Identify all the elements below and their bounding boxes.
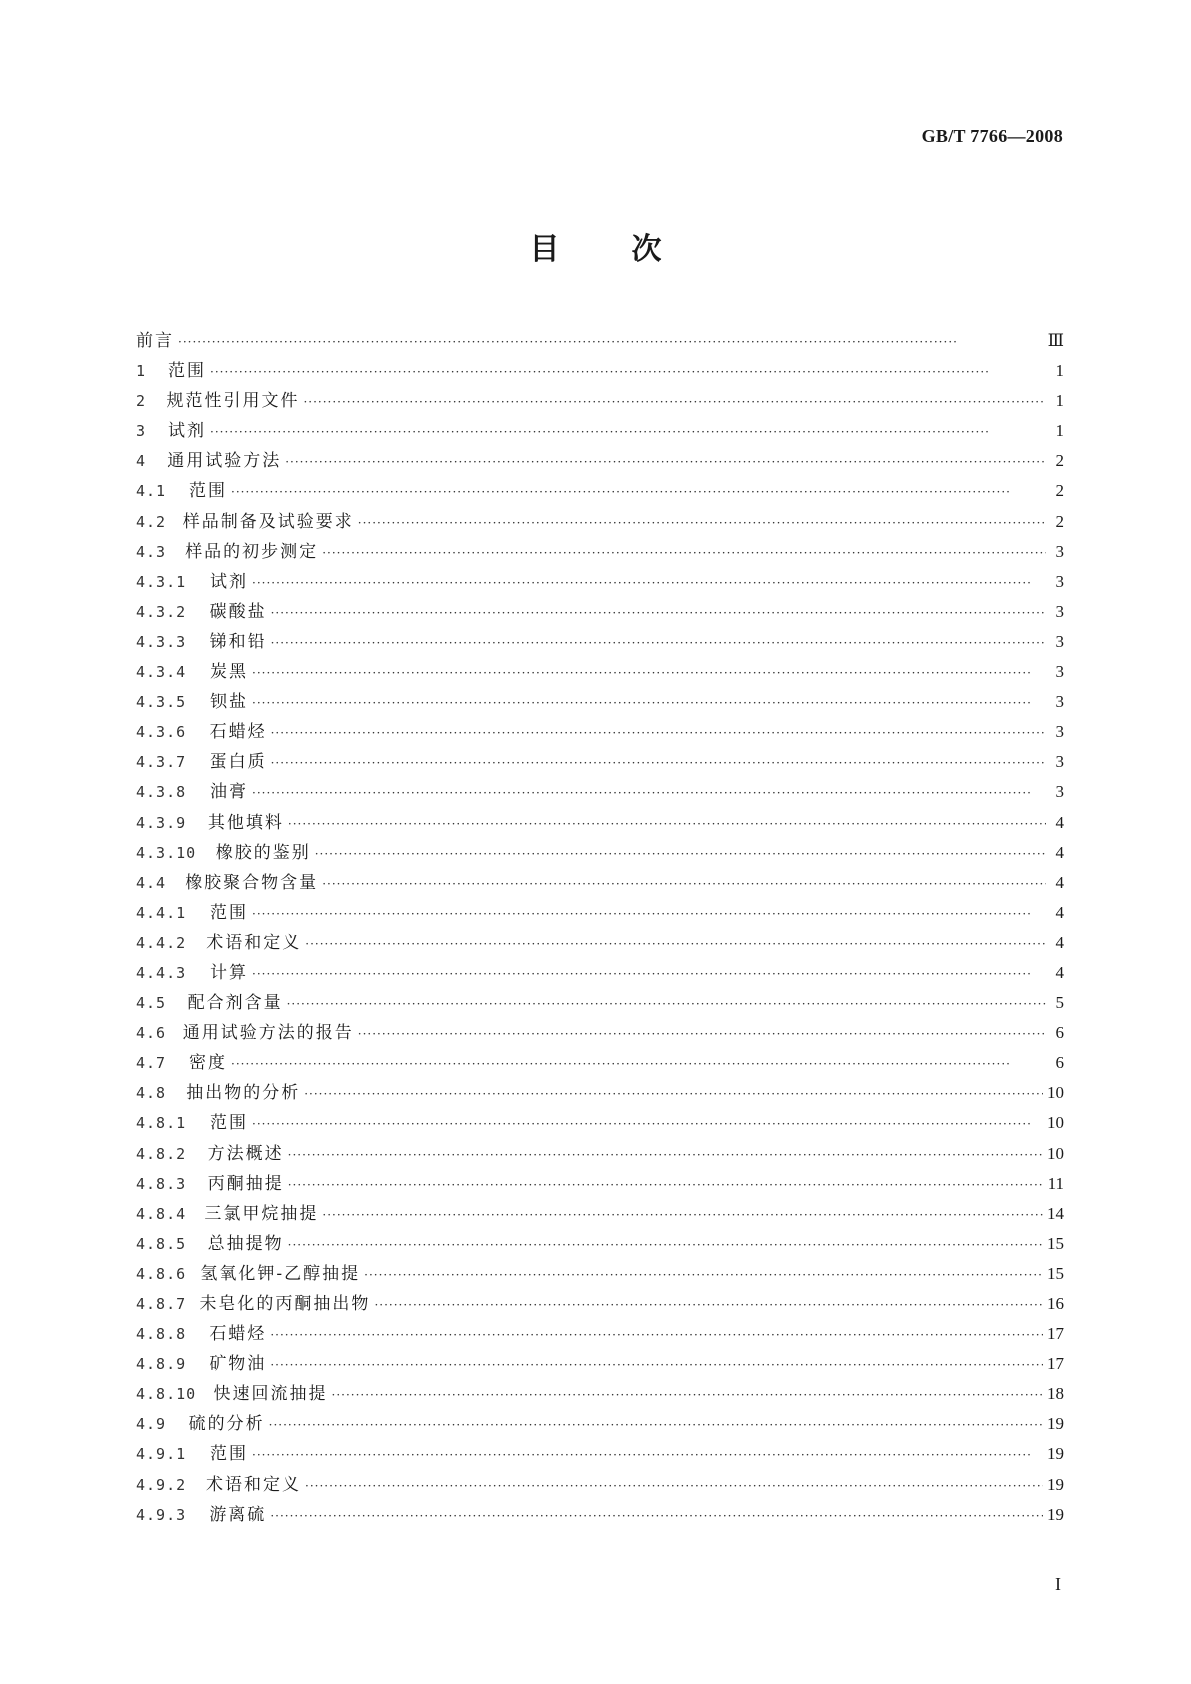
- toc-entry-page: 4: [1055, 872, 1064, 892]
- toc-entry[interactable]: [136, 868, 1064, 898]
- toc-entry-number: 4.2: [136, 512, 167, 531]
- toc-entry-title: 游离硫: [209, 1504, 267, 1525]
- toc-entry-title: 前言: [136, 331, 174, 351]
- toc-entry[interactable]: [136, 1500, 1064, 1530]
- toc-entry-title: 总抽提物: [207, 1233, 284, 1254]
- toc-entry-number: 4.8: [136, 1084, 167, 1103]
- toc-entry-number: 4.8.9: [136, 1355, 187, 1374]
- toc-entry-number: 4.7: [136, 1054, 167, 1073]
- toc-entry[interactable]: [136, 537, 1064, 567]
- toc-entry-number: 4.8.4: [136, 1204, 187, 1223]
- toc-entry-page: 4: [1055, 812, 1064, 832]
- toc-title-left: 目: [529, 232, 560, 267]
- toc-entry-page: 3: [1055, 601, 1064, 621]
- toc-entry-title: 钡盐: [210, 692, 248, 713]
- dot-leader: [252, 1109, 1043, 1139]
- toc-entry[interactable]: [136, 627, 1064, 657]
- toc-entry-page: 1: [1055, 361, 1064, 381]
- toc-entry[interactable]: [136, 356, 1064, 386]
- dot-leader: [252, 1440, 1043, 1470]
- toc-entry-title: 蛋白质: [209, 752, 267, 773]
- toc-entry-number: 4.9: [136, 1415, 167, 1434]
- toc-entry-page: 3: [1055, 752, 1064, 772]
- dot-leader: [252, 688, 1046, 718]
- toc-entry-number: 4.3.3: [136, 632, 187, 651]
- dot-leader: [252, 778, 1046, 808]
- dot-leader: [358, 1019, 1046, 1049]
- toc-entry-number: 4.8.6: [136, 1264, 187, 1283]
- dot-leader: [252, 658, 1046, 688]
- toc-entry-number: 4.9.1: [136, 1445, 187, 1464]
- toc-entry-title: 术语和定义: [206, 1474, 302, 1495]
- toc-entry[interactable]: [136, 416, 1064, 446]
- dot-leader: [178, 327, 1044, 357]
- dot-leader: [303, 387, 1046, 417]
- dot-leader: [270, 1320, 1043, 1350]
- toc-entry-number: 4.3.9: [136, 813, 187, 832]
- toc-entry[interactable]: [136, 1108, 1064, 1138]
- toc-entry-title: 配合剂含量: [187, 993, 283, 1014]
- dot-leader: [252, 899, 1046, 929]
- toc-entry[interactable]: [136, 1229, 1064, 1259]
- dot-leader: [269, 1410, 1043, 1440]
- toc-entry-title: 范围: [168, 361, 206, 382]
- toc-entry[interactable]: [136, 1048, 1064, 1078]
- toc-entry[interactable]: [136, 567, 1064, 597]
- toc-entry[interactable]: [136, 1199, 1064, 1229]
- toc-entry-title: 硫的分析: [188, 1414, 265, 1435]
- toc-entry-page: 3: [1055, 662, 1064, 682]
- dot-leader: [288, 1140, 1043, 1170]
- toc-entry-page: 16: [1047, 1294, 1064, 1313]
- toc-entry-number: 4.8.7: [136, 1295, 187, 1313]
- toc-entry-page: 1: [1055, 421, 1064, 441]
- toc-entry[interactable]: [136, 1319, 1064, 1349]
- dot-leader: [287, 989, 1046, 1019]
- toc-entry[interactable]: [136, 687, 1064, 717]
- toc-entry-page: 11: [1047, 1173, 1064, 1193]
- toc-entry-title: 试剂: [210, 571, 248, 592]
- dot-leader: [288, 1230, 1043, 1260]
- dot-leader: [231, 477, 1046, 507]
- toc-entry-page: 2: [1055, 451, 1064, 471]
- toc-entry-page: 1: [1055, 391, 1064, 411]
- dot-leader: [358, 508, 1046, 538]
- dot-leader: [322, 1200, 1043, 1230]
- toc-entry-title: 范围: [210, 1113, 248, 1134]
- toc-title: [0, 224, 1191, 268]
- toc-entry-page: 17: [1047, 1354, 1064, 1374]
- toc-entry-page: 4: [1055, 902, 1064, 922]
- toc-entry-number: 4.3.4: [136, 663, 187, 682]
- toc-entry-page: 19: [1047, 1444, 1064, 1464]
- toc-entry-page: Ⅲ: [1047, 331, 1064, 350]
- toc-entry-number: 4.5: [136, 994, 167, 1013]
- dot-leader: [315, 839, 1046, 869]
- toc-entry-number: 4.1: [136, 482, 167, 501]
- toc-entry[interactable]: [136, 808, 1064, 838]
- toc-entry-number: 4.4.2: [136, 933, 187, 952]
- toc-entry-number: 4.3.8: [136, 783, 187, 802]
- toc-entry-page: 3: [1055, 541, 1064, 561]
- toc-entry-number: 4.9.3: [136, 1505, 187, 1524]
- toc-entry-title: 范围: [189, 481, 227, 502]
- toc-entry-title: 方法概述: [207, 1143, 284, 1164]
- toc-entry-number: 4.8.5: [136, 1234, 187, 1253]
- toc-entry[interactable]: [136, 1409, 1064, 1439]
- toc-entry[interactable]: [136, 446, 1064, 476]
- standard-code: GB/T 7766—2008: [921, 126, 1063, 146]
- toc-entry-page: 15: [1047, 1263, 1064, 1283]
- toc-entry-title: 试剂: [168, 421, 206, 442]
- dot-leader: [271, 598, 1046, 628]
- toc-entry-title: 抽出物的分析: [186, 1083, 301, 1104]
- toc-entry-title: 密度: [189, 1053, 227, 1074]
- toc-entry-number: 4.8.3: [136, 1174, 187, 1193]
- toc-entry-page: 10: [1047, 1113, 1064, 1133]
- dot-leader: [332, 1380, 1043, 1410]
- toc-entry-title: 样品制备及试验要求: [182, 511, 354, 532]
- toc-entry-number: 4.6: [136, 1024, 167, 1043]
- toc-entry-title: 石蜡烃: [209, 722, 267, 743]
- toc-entry-number: 4.8.10: [136, 1385, 197, 1404]
- toc-entry-number: 4.4.3: [136, 963, 187, 982]
- toc-entry-page: 2: [1055, 481, 1064, 501]
- toc-entry-title: 碳酸盐: [209, 601, 267, 622]
- toc-entry-number: 1: [136, 362, 147, 381]
- dot-leader: [304, 1079, 1043, 1109]
- toc-entry[interactable]: [136, 1018, 1064, 1048]
- toc-entry-title: 氢氧化钾-乙醇抽提: [200, 1263, 361, 1284]
- dot-leader: [322, 538, 1046, 568]
- toc-entry-page: 17: [1047, 1324, 1064, 1344]
- dot-leader: [285, 447, 1046, 477]
- toc-entry-number: 2: [136, 392, 147, 411]
- toc-entry-number: 4.3.7: [136, 753, 187, 772]
- toc-entry[interactable]: [136, 507, 1064, 537]
- dot-leader: [305, 1471, 1043, 1501]
- toc-entry-title: 炭黑: [210, 662, 248, 683]
- table-of-contents: [136, 326, 1064, 1530]
- toc-entry[interactable]: [136, 597, 1064, 627]
- toc-entry-title: 锑和铅: [209, 631, 267, 652]
- toc-entry-page: 14: [1047, 1203, 1064, 1223]
- toc-entry-title: 计算: [210, 962, 248, 983]
- toc-entry[interactable]: [136, 476, 1064, 506]
- toc-entry-number: 4.8.1: [136, 1114, 187, 1133]
- toc-entry-title: 通用试验方法: [167, 451, 282, 472]
- dot-leader: [210, 417, 1046, 447]
- toc-entry-page: 3: [1055, 631, 1064, 651]
- toc-entry[interactable]: [136, 838, 1064, 868]
- toc-entry[interactable]: [136, 958, 1064, 988]
- toc-entry-page: 4: [1055, 962, 1064, 982]
- toc-entry-number: 4.3.1: [136, 572, 187, 591]
- toc-entry-number: 4.9.2: [136, 1475, 187, 1494]
- toc-entry-page: 2: [1055, 511, 1064, 531]
- dot-leader: [231, 1049, 1046, 1079]
- toc-entry-page: 19: [1047, 1504, 1064, 1524]
- dot-leader: [288, 1170, 1044, 1200]
- toc-entry-title: 范围: [210, 902, 248, 923]
- toc-entry-page: 19: [1047, 1474, 1064, 1494]
- toc-entry-number: 4.3.2: [136, 602, 187, 621]
- toc-entry-title: 通用试验方法的报告: [182, 1023, 354, 1044]
- toc-entry[interactable]: [136, 1349, 1064, 1379]
- dot-leader: [270, 1501, 1043, 1531]
- toc-entry-title: 三氯甲烷抽提: [204, 1203, 319, 1224]
- dot-leader: [271, 748, 1046, 778]
- dot-leader: [252, 959, 1046, 989]
- toc-entry-title: 橡胶的鉴别: [215, 842, 311, 863]
- page-folio: I: [1055, 1574, 1061, 1594]
- dot-leader: [270, 1350, 1043, 1380]
- toc-entry-title: 其他填料: [207, 812, 284, 833]
- toc-entry[interactable]: [136, 657, 1064, 687]
- toc-entry-page: 3: [1055, 782, 1064, 802]
- toc-entry-page: 18: [1047, 1384, 1064, 1404]
- toc-entry-title: 油膏: [210, 782, 248, 803]
- toc-entry-page: 3: [1055, 722, 1064, 742]
- dot-leader: [288, 809, 1046, 839]
- toc-entry-page: 19: [1047, 1414, 1064, 1434]
- dot-leader: [374, 1290, 1043, 1320]
- toc-entry[interactable]: [136, 1259, 1064, 1289]
- toc-entry-title: 石蜡烃: [209, 1324, 267, 1345]
- toc-entry-title: 快速回流抽提: [213, 1384, 328, 1405]
- toc-entry[interactable]: [136, 1289, 1064, 1319]
- toc-entry[interactable]: [136, 1470, 1064, 1500]
- toc-entry[interactable]: [136, 326, 1064, 356]
- toc-entry-page: 4: [1055, 932, 1064, 952]
- toc-entry-title: 规范性引用文件: [166, 391, 300, 412]
- toc-entry-title: 橡胶聚合物含量: [185, 872, 319, 893]
- toc-entry-number: 4.3.6: [136, 723, 187, 742]
- toc-entry-page: 4: [1055, 842, 1064, 862]
- toc-entry[interactable]: [136, 1139, 1064, 1169]
- toc-entry-page: 6: [1055, 1053, 1064, 1073]
- toc-entry[interactable]: [136, 898, 1064, 928]
- toc-entry[interactable]: [136, 386, 1064, 416]
- dot-leader: [271, 718, 1046, 748]
- dot-leader: [271, 628, 1046, 658]
- toc-entry-number: 4.8.8: [136, 1325, 187, 1344]
- toc-entry-number: 4.3: [136, 542, 167, 561]
- toc-entry-title: 矿物油: [209, 1354, 267, 1375]
- toc-entry-page: 10: [1047, 1143, 1064, 1163]
- toc-entry-title: 术语和定义: [206, 932, 302, 953]
- toc-entry-title: 丙酮抽提: [207, 1173, 284, 1194]
- toc-entry-page: 3: [1055, 692, 1064, 712]
- toc-entry-number: 4.4.1: [136, 903, 187, 922]
- toc-entry[interactable]: [136, 717, 1064, 747]
- toc-entry-page: 15: [1047, 1233, 1064, 1253]
- toc-entry-number: 4: [136, 452, 147, 471]
- toc-entry-page: 5: [1055, 993, 1064, 1013]
- toc-entry[interactable]: [136, 928, 1064, 958]
- dot-leader: [305, 929, 1046, 959]
- toc-entry-title: 样品的初步测定: [185, 541, 319, 562]
- toc-entry[interactable]: [136, 1439, 1064, 1469]
- toc-entry[interactable]: [136, 1169, 1064, 1199]
- toc-entry[interactable]: [136, 747, 1064, 777]
- dot-leader: [210, 357, 1046, 387]
- toc-title-right: 次: [631, 232, 662, 267]
- toc-entry-number: 4.3.10: [136, 843, 197, 862]
- dot-leader: [252, 568, 1046, 598]
- toc-entry-page: 3: [1055, 571, 1064, 591]
- toc-entry-number: 4.8.2: [136, 1144, 187, 1163]
- toc-entry[interactable]: [136, 988, 1064, 1018]
- toc-entry-number: 4.3.5: [136, 693, 187, 712]
- dot-leader: [322, 869, 1046, 899]
- toc-entry-page: 10: [1047, 1083, 1064, 1103]
- toc-entry-title: 未皂化的丙酮抽出物: [199, 1294, 371, 1314]
- toc-entry[interactable]: [136, 1379, 1064, 1409]
- toc-entry[interactable]: [136, 1078, 1064, 1108]
- toc-entry[interactable]: [136, 777, 1064, 807]
- dot-leader: [364, 1260, 1043, 1290]
- toc-entry-page: 6: [1055, 1023, 1064, 1043]
- toc-entry-title: 范围: [210, 1444, 248, 1465]
- toc-entry-number: 4.4: [136, 873, 167, 892]
- toc-entry-number: 3: [136, 422, 147, 441]
